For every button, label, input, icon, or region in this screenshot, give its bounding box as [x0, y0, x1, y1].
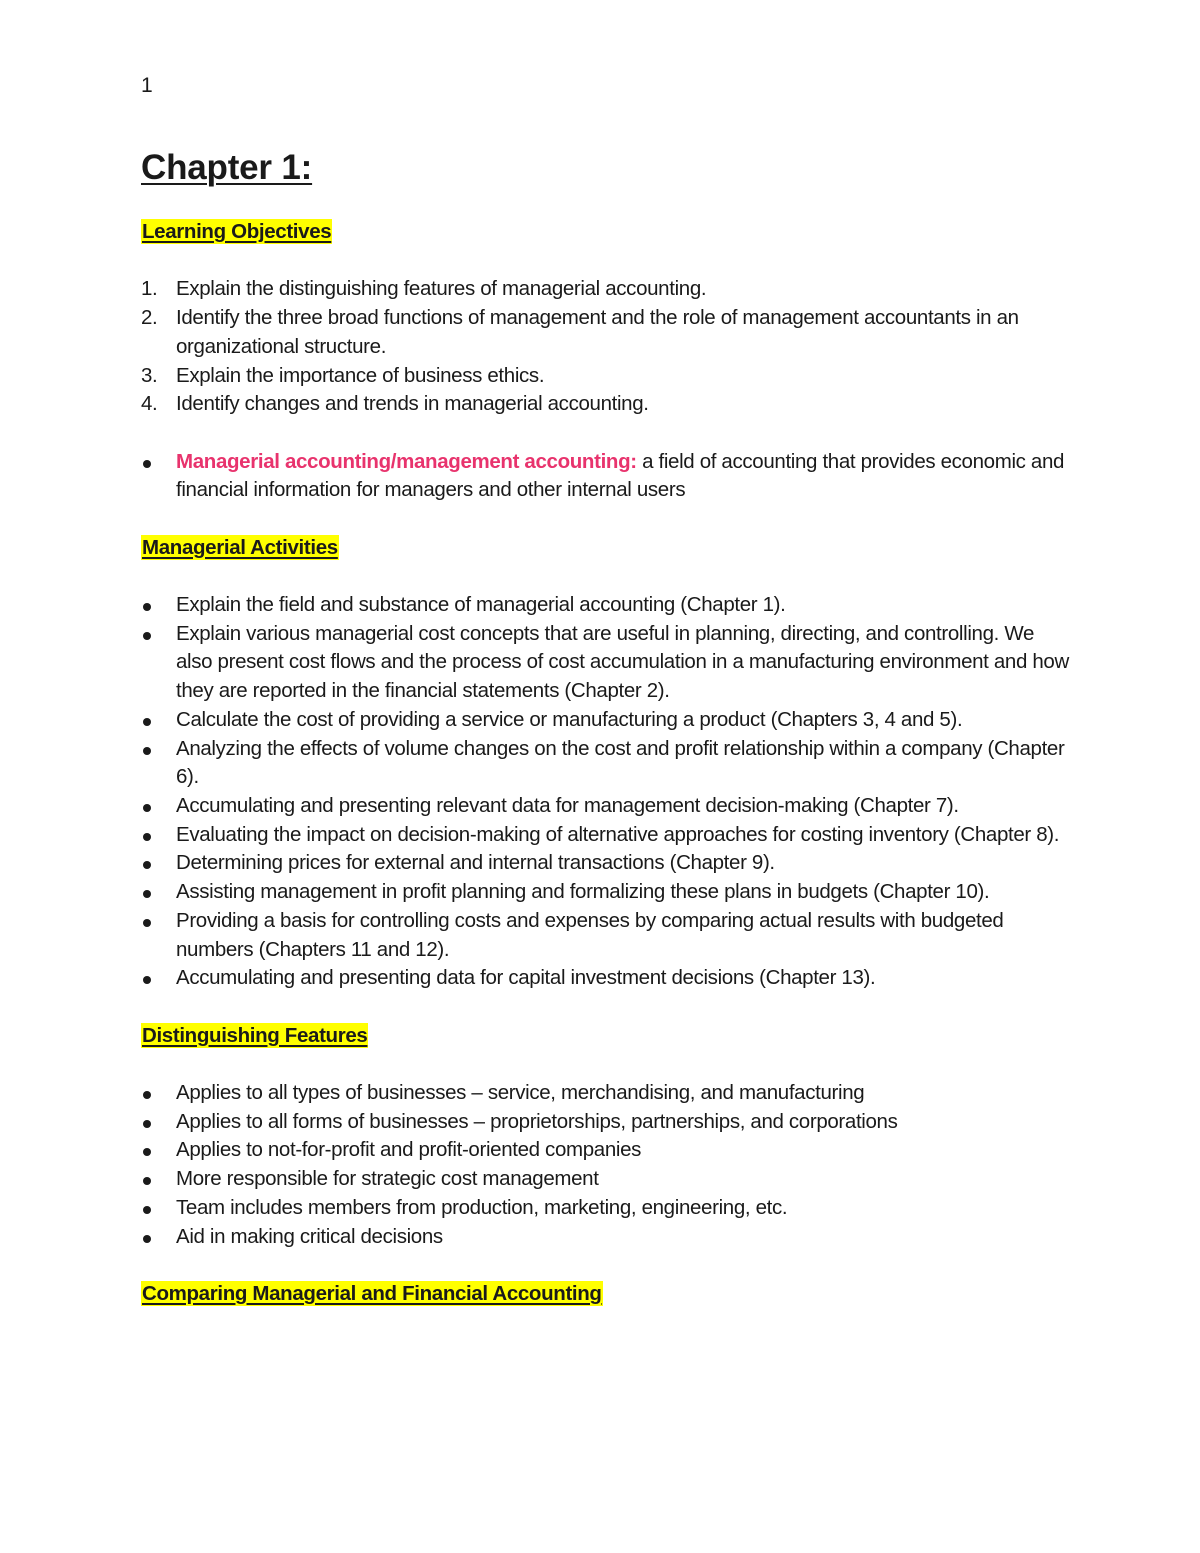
list-item: Applies to all forms of businesses – proprietorships, partnerships, and corporations — [141, 1108, 1071, 1137]
list-item: Explain various managerial cost concepts that are useful in planning, directing, and controlling. We also present cost flows and the process of cost accumulation in a manufacturing environment and how they are reported in the financial statements (Chapter 2). — [141, 620, 1071, 706]
list-item: Applies to not-for-profit and profit-oriented companies — [141, 1136, 1071, 1165]
list-item: Assisting management in profit planning and formalizing these plans in budgets (Chapter 10). — [141, 878, 1071, 907]
managerial-activities-list — [141, 591, 1071, 993]
list-item: Determining prices for external and internal transactions (Chapter 9). — [141, 849, 1071, 878]
bullet-icon — [143, 1120, 151, 1128]
bullet-icon — [143, 833, 151, 841]
definition-term: Managerial accounting/management accounting: — [176, 449, 637, 473]
list-item: 2. Identify the three broad functions of management and the role of management accountants in an organizational structure. — [141, 306, 1019, 358]
bullet-icon — [143, 890, 151, 898]
definition-list — [141, 448, 1071, 505]
bullet-icon — [143, 1235, 151, 1243]
bullet-icon — [143, 1148, 151, 1156]
distinguishing-features-list — [141, 1079, 1071, 1251]
list-item: Explain the field and substance of managerial accounting (Chapter 1). — [141, 591, 1071, 620]
bullet-icon — [143, 919, 151, 927]
list-item: Calculate the cost of providing a service or manufacturing a product (Chapters 3, 4 and 5). — [141, 706, 1071, 735]
list-item: 1. Explain the distinguishing features of managerial accounting. — [141, 277, 707, 301]
list-item: Analyzing the effects of volume changes on the cost and profit relationship within a company (Chapter 6). — [141, 735, 1071, 792]
list-item: 3. Explain the importance of business ethics. — [141, 363, 545, 387]
learning-objectives-list — [141, 275, 1071, 419]
definition-text: a field of accounting that provides economic and financial information for managers and other internal users — [176, 449, 1065, 502]
list-item: Aid in making critical decisions — [141, 1223, 1071, 1252]
bullet-icon — [143, 603, 151, 611]
chapter-title: Chapter 1: — [141, 148, 313, 187]
definition-item — [141, 448, 1071, 505]
bullet-icon — [143, 1177, 151, 1185]
bullet-icon — [143, 804, 151, 812]
list-item: Accumulating and presenting relevant data for management decision-making (Chapter 7). — [141, 792, 1071, 821]
document-content — [141, 148, 1071, 1309]
bullet-icon — [143, 1091, 151, 1099]
page-number: 1 — [141, 74, 153, 97]
list-item: Accumulating and presenting data for capital investment decisions (Chapter 13). — [141, 964, 1071, 993]
bullet-icon — [143, 1206, 151, 1214]
bullet-icon — [143, 747, 151, 755]
bullet-icon — [143, 632, 151, 640]
bullet-icon — [143, 718, 151, 726]
learning-objectives-heading: Learning Objectives — [142, 220, 332, 243]
bullet-icon — [143, 976, 151, 984]
list-item: Team includes members from production, marketing, engineering, etc. — [141, 1194, 1071, 1223]
list-item: 4. Identify changes and trends in managerial accounting. — [141, 392, 649, 416]
bullet-icon — [143, 861, 151, 869]
list-item: Evaluating the impact on decision-making of alternative approaches for costing inventory (Chapter 8). — [141, 821, 1071, 850]
comparing-heading: Comparing Managerial and Financial Accounting — [142, 1281, 602, 1305]
distinguishing-features-heading: Distinguishing Features — [142, 1023, 368, 1047]
list-item: More responsible for strategic cost management — [141, 1165, 1071, 1194]
managerial-activities-heading: Managerial Activities — [142, 535, 338, 559]
list-item: Applies to all types of businesses – service, merchandising, and manufacturing — [141, 1079, 1071, 1108]
bullet-icon — [143, 460, 151, 468]
list-item: Providing a basis for controlling costs and expenses by comparing actual results with budgeted numbers (Chapters 11 and 12). — [141, 907, 1071, 964]
